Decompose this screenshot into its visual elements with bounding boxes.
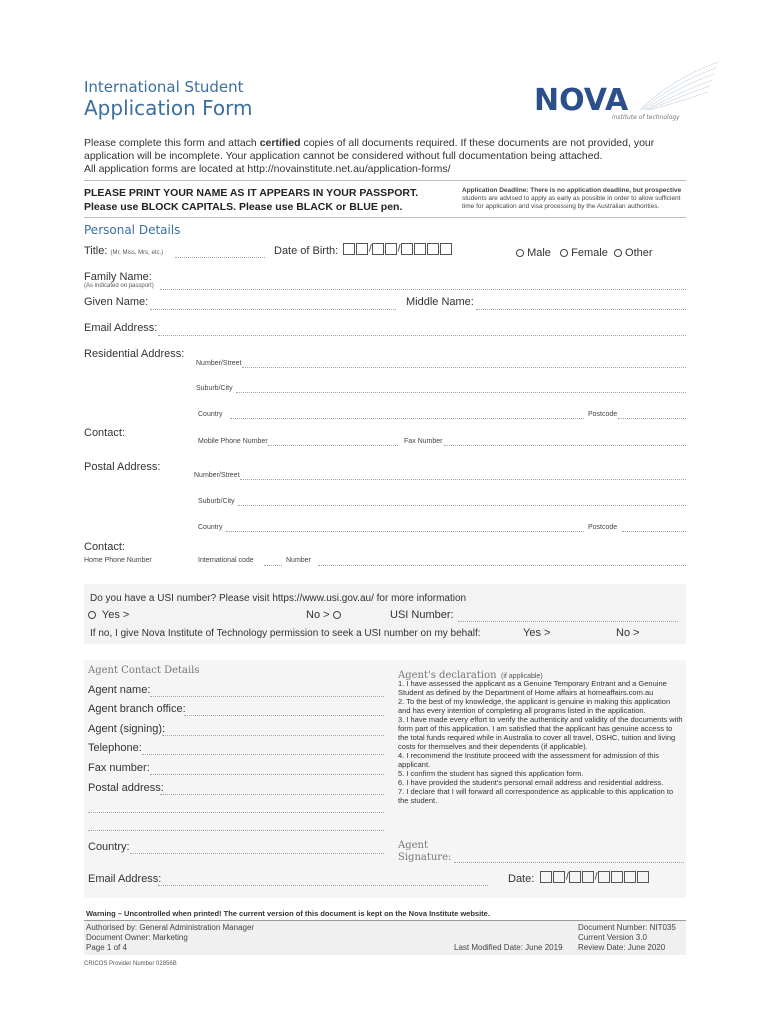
agent-signing-field[interactable] [162, 735, 384, 736]
footer-left: Authorised by: General Administration Manager Document Owner: Marketing Page 1 of 4 [86, 923, 255, 952]
mobile-field[interactable] [268, 445, 398, 446]
perm-yes-option[interactable]: Yes > [523, 627, 551, 639]
form-subtitle: International Student [84, 78, 244, 96]
family-name-hint: (As indicated on passport) [84, 283, 154, 289]
agent-postal-field[interactable] [160, 794, 384, 795]
usi-permission: If no, I give Nova Institute of Technology permission to seek a USI number on my behalf: [90, 628, 481, 639]
agent-telephone-field[interactable] [142, 754, 384, 755]
deadline-notice: Application Deadline: There is no application deadline, but prospective students are advised to apply as early as possible in order to allow sufficient time for application and visa processing by the Australian authorities. [462, 187, 682, 210]
res-postcode-field[interactable] [618, 418, 686, 419]
usi-number-label: USI Number: [390, 609, 454, 621]
res-postcode-label: Postcode [588, 411, 618, 418]
residential-address-label: Residential Address: [84, 348, 185, 360]
print-notice: PLEASE PRINT YOUR NAME AS IT APPEARS IN YOUR PASSPORT. Please use BLOCK CAPITALS. Please use BLACK or BLUE pen. [84, 187, 419, 213]
intro-text: Please complete this form and attach certified copies of all documents required. If these documents are not provided, your application will be incomplete. Your application cannot be considered without full documentation being attached. All application forms are located at http://novainstitute.net.au/application-forms/ [84, 137, 655, 175]
postal-country-label: Country [198, 524, 223, 531]
usi-number-field[interactable] [458, 621, 678, 622]
postal-postcode-label: Postcode [588, 524, 618, 531]
agent-fax-label: Fax number: [88, 762, 150, 774]
number-label: Number [286, 557, 311, 564]
declaration-item: 3. I have made every effort to verify the authenticity and validity of the documents with form part of this application. I am satisfied that the applicant has genuine access to the total funds required while in Australia to cover all travel, OSHC, tuition and living costs for themselves and their dependents (if applicable). [398, 715, 683, 751]
postal-street-field[interactable] [240, 479, 686, 480]
warning-text: Warning – Uncontrolled when printed! The current version of this document is kept on the Nova Institute website. [86, 909, 490, 918]
declaration-item: 2. To the best of my knowledge, the applicant is genuine in making this application and has every intention of completing all programs listed in the application. [398, 697, 671, 715]
agent-branch-label: Agent branch office: [88, 703, 186, 715]
res-country-field[interactable] [230, 418, 584, 419]
usi-yes-option[interactable]: Yes > [88, 609, 129, 621]
agent-declaration-heading: Agent's declaration (if applicable) [398, 670, 543, 681]
nova-logo [530, 60, 720, 126]
intl-code-label: International code [198, 557, 254, 564]
title-label: Title: (Mr, Miss, Mrs, etc.) [84, 245, 164, 257]
declaration-item: 1. I have assessed the applicant as a Genuine Temporary Entrant and a Genuine Student as defined by the Department of Home affairs at homeaffairs.com.au [398, 679, 667, 697]
given-name-field[interactable] [150, 309, 396, 310]
declaration-item: 7. I declare that I will forward all correspondence as applicable to this application to the student. [398, 787, 674, 805]
res-country-label: Country [198, 411, 223, 418]
fax-label: Fax Number [404, 438, 443, 445]
postal-postcode-field[interactable] [622, 531, 686, 532]
contact-label: Contact: [84, 427, 125, 439]
home-phone-label: Home Phone Number [84, 557, 152, 564]
postal-country-field[interactable] [226, 531, 584, 532]
dob-boxes[interactable]: / / [343, 243, 453, 255]
postal-street-label: Number/Street [194, 472, 240, 479]
family-name-field[interactable] [160, 289, 686, 290]
declaration-item: 6. I have provided the student's personal email address and residential address. [398, 778, 664, 787]
agent-telephone-label: Telephone: [88, 742, 142, 754]
fax-field[interactable] [444, 445, 686, 446]
agent-date-label: Date: [508, 873, 535, 885]
res-suburb-label: Suburb/City [196, 385, 233, 392]
agent-branch-field[interactable] [184, 715, 384, 716]
footer-right: Document Number: NIT035 Current Version 3.0 Review Date: June 2020 [578, 923, 676, 952]
usi-question: Do you have a USI number? Please visit https://www.usi.gov.au/ for more information [90, 593, 467, 604]
usi-no-option[interactable]: No > [306, 609, 341, 621]
contact2-label: Contact: [84, 541, 125, 553]
declaration-list [398, 679, 684, 805]
agent-signature-field[interactable] [454, 862, 684, 863]
declaration-item: 5. I confirm the student has signed this application form. [398, 769, 584, 778]
agent-signing-label: Agent (signing): [88, 723, 166, 735]
agent-name-label: Agent name: [88, 684, 151, 696]
agent-country-label: Country: [88, 841, 130, 853]
agent-signature-label: Agent Signature: [398, 840, 452, 863]
res-street-label: Number/Street [196, 360, 242, 367]
other-radio[interactable] [614, 249, 622, 257]
last-modified: Last Modified Date: June 2019 [454, 943, 563, 952]
agent-country-field[interactable] [130, 853, 384, 854]
agent-name-field[interactable] [150, 696, 384, 697]
male-radio[interactable] [516, 249, 524, 257]
postal-suburb-field[interactable] [238, 505, 686, 506]
res-suburb-field[interactable] [236, 392, 686, 393]
family-name-label: Family Name: [84, 271, 152, 283]
female-radio[interactable] [560, 249, 568, 257]
title-field[interactable] [175, 257, 265, 258]
middle-name-field[interactable] [476, 309, 686, 310]
home-phone-field[interactable] [318, 565, 686, 566]
agent-contact-heading: Agent Contact Details [88, 665, 200, 676]
mobile-label: Mobile Phone Number [198, 438, 268, 445]
res-street-field[interactable] [242, 367, 686, 368]
agent-email-label: Email Address: [88, 873, 162, 885]
intl-code-field[interactable] [264, 565, 282, 566]
postal-address-label: Postal Address: [84, 461, 161, 473]
dob-label: Date of Birth: [274, 245, 339, 257]
cricos-number: CRICOS Provider Number 02856B [84, 961, 177, 967]
agent-date-boxes[interactable]: / / [540, 871, 650, 883]
perm-no-option[interactable]: No > [616, 627, 640, 639]
agent-postal-label: Postal address: [88, 782, 164, 794]
gender-options: Male Female Other [516, 247, 653, 259]
svg-text:NOVA: NOVA [534, 83, 629, 118]
declaration-item: 4. I recommend the Institute proceed with the assessment for admission of this applicant. [398, 751, 659, 769]
postal-suburb-label: Suburb/City [198, 498, 235, 505]
svg-text:institute of technology: institute of technology [612, 114, 680, 121]
form-title: Application Form [84, 96, 253, 120]
email-field[interactable] [158, 335, 686, 336]
email-label: Email Address: [84, 322, 158, 334]
agent-postal-field-2[interactable] [88, 812, 384, 813]
agent-postal-field-3[interactable] [88, 830, 384, 831]
agent-fax-field[interactable] [150, 774, 384, 775]
agent-email-field[interactable] [158, 885, 488, 886]
personal-details-heading: Personal Details [84, 223, 181, 237]
middle-name-label: Middle Name: [406, 296, 474, 308]
given-name-label: Given Name: [84, 296, 149, 308]
